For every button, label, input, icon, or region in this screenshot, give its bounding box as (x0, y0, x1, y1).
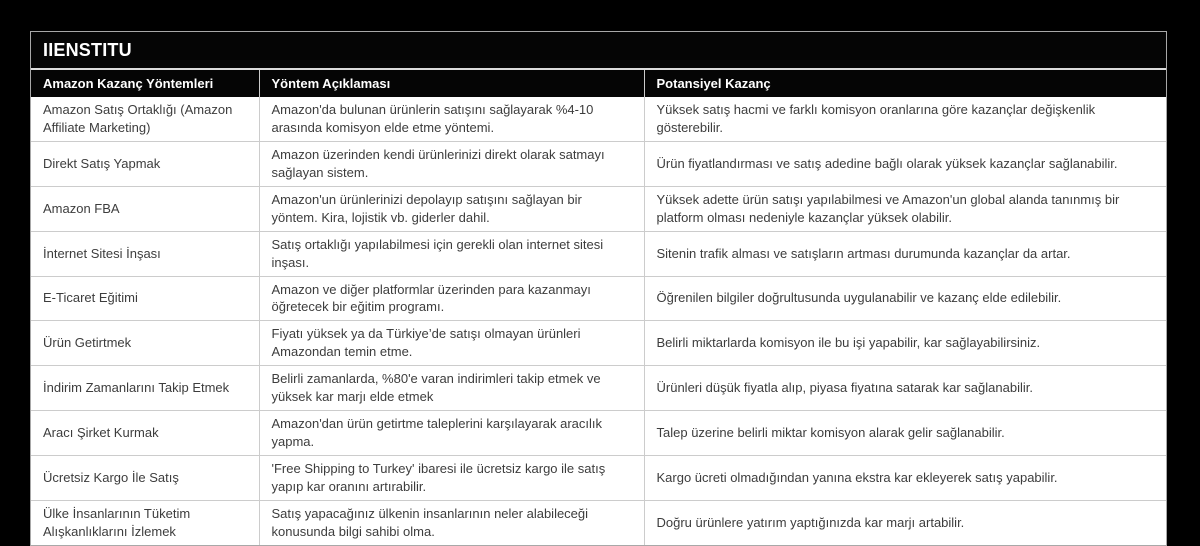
table-cell: Belirli zamanlarda, %80'e varan indirimleri takip etmek ve yüksek kar marjı elde etmek (259, 366, 644, 411)
table-cell: Yüksek satış hacmi ve farklı komisyon oranlarına göre kazançlar değişkenlik gösterebilir. (644, 97, 1166, 141)
table-header (31, 70, 1166, 97)
table-cell: Kargo ücreti olmadığından yanına ekstra kar ekleyerek satış yapabilir. (644, 456, 1166, 501)
table-cell: Amazon ve diğer platformlar üzerinden para kazanmayı öğretecek bir eğitim programı. (259, 276, 644, 321)
table-row (31, 97, 1166, 141)
table-row (31, 141, 1166, 186)
table-cell: İndirim Zamanlarını Takip Etmek (31, 366, 259, 411)
column-header-description: Yöntem Açıklaması (259, 70, 644, 97)
table-cell: Satış yapacağınız ülkenin insanlarının neler alabileceği konusunda bilgi sahibi olma. (259, 500, 644, 544)
table-body (31, 97, 1166, 545)
table-cell: Ücretsiz Kargo İle Satış (31, 456, 259, 501)
content-card (30, 31, 1167, 546)
page-title: IIENSTITU (43, 39, 132, 60)
table-cell: Ürün fiyatlandırması ve satış adedine bağlı olarak yüksek kazançlar sağlanabilir. (644, 141, 1166, 186)
table-cell: İnternet Sitesi İnşası (31, 231, 259, 276)
earnings-table (31, 70, 1166, 545)
table-cell: Yüksek adette ürün satışı yapılabilmesi ve Amazon'un global alanda tanınmış bir platform olması nedeniyle kazançlar yüksek olabilir. (644, 186, 1166, 231)
table-cell: E-Ticaret Eğitimi (31, 276, 259, 321)
table-row (31, 456, 1166, 501)
table-cell: Satış ortaklığı yapılabilmesi için gerekli olan internet sitesi inşası. (259, 231, 644, 276)
table-cell: Fiyatı yüksek ya da Türkiye’de satışı olmayan ürünleri Amazondan temin etme. (259, 321, 644, 366)
column-header-methods: Amazon Kazanç Yöntemleri (31, 70, 259, 97)
table-cell: Doğru ürünlere yatırım yaptığınızda kar marjı artabilir. (656, 514, 965, 530)
column-header-potential: Potansiyel Kazanç (644, 70, 1166, 97)
table-row (31, 231, 1166, 276)
table-cell: Direkt Satış Yapmak (31, 141, 259, 186)
table-row (31, 366, 1166, 411)
table-cell: Talep üzerine belirli miktar komisyon alarak gelir sağlanabilir. (644, 411, 1166, 456)
table-cell: Ürün Getirtmek (31, 321, 259, 366)
table-row (31, 411, 1166, 456)
header-row (31, 70, 1166, 97)
brand-bar (31, 32, 1166, 70)
table-cell: 'Free Shipping to Turkey' ibaresi ile ücretsiz kargo ile satış yapıp kar oranını artırabilir. (259, 456, 644, 501)
table-cell: Öğrenilen bilgiler doğrultusunda uygulanabilir ve kazanç elde edilebilir. (644, 276, 1166, 321)
table-cell: Ülke İnsanlarının Tüketim Alışkanlıklarını İzlemek (31, 500, 259, 544)
table-cell: Aracı Şirket Kurmak (31, 411, 259, 456)
table-cell: Amazon FBA (31, 186, 259, 231)
table-row (31, 500, 1166, 544)
table-cell: Amazon'da bulunan ürünlerin satışını sağlayarak %4-10 arasında komisyon elde etme yöntemi. (259, 97, 644, 141)
table-row (31, 186, 1166, 231)
table-cell: Sitenin trafik alması ve satışların artması durumunda kazançlar da artar. (644, 231, 1166, 276)
table-cell: Amazon'dan ürün getirtme taleplerini karşılayarak aracılık yapma. (259, 411, 644, 456)
table-cell: Belirli miktarlarda komisyon ile bu işi yapabilir, kar sağlayabilirsiniz. (644, 321, 1166, 366)
table-cell: Ürünleri düşük fiyatla alıp, piyasa fiyatına satarak kar sağlanabilir. (644, 366, 1166, 411)
table-row (31, 276, 1166, 321)
table-cell: Amazon üzerinden kendi ürünlerinizi direkt olarak satmayı sağlayan sistem. (259, 141, 644, 186)
table-cell: Amazon Satış Ortaklığı (Amazon Affiliate Marketing) (31, 97, 259, 141)
table-cell: Amazon'un ürünlerinizi depolayıp satışını sağlayan bir yöntem. Kira, lojistik vb. giderler dahil. (259, 186, 644, 231)
table-row (31, 321, 1166, 366)
